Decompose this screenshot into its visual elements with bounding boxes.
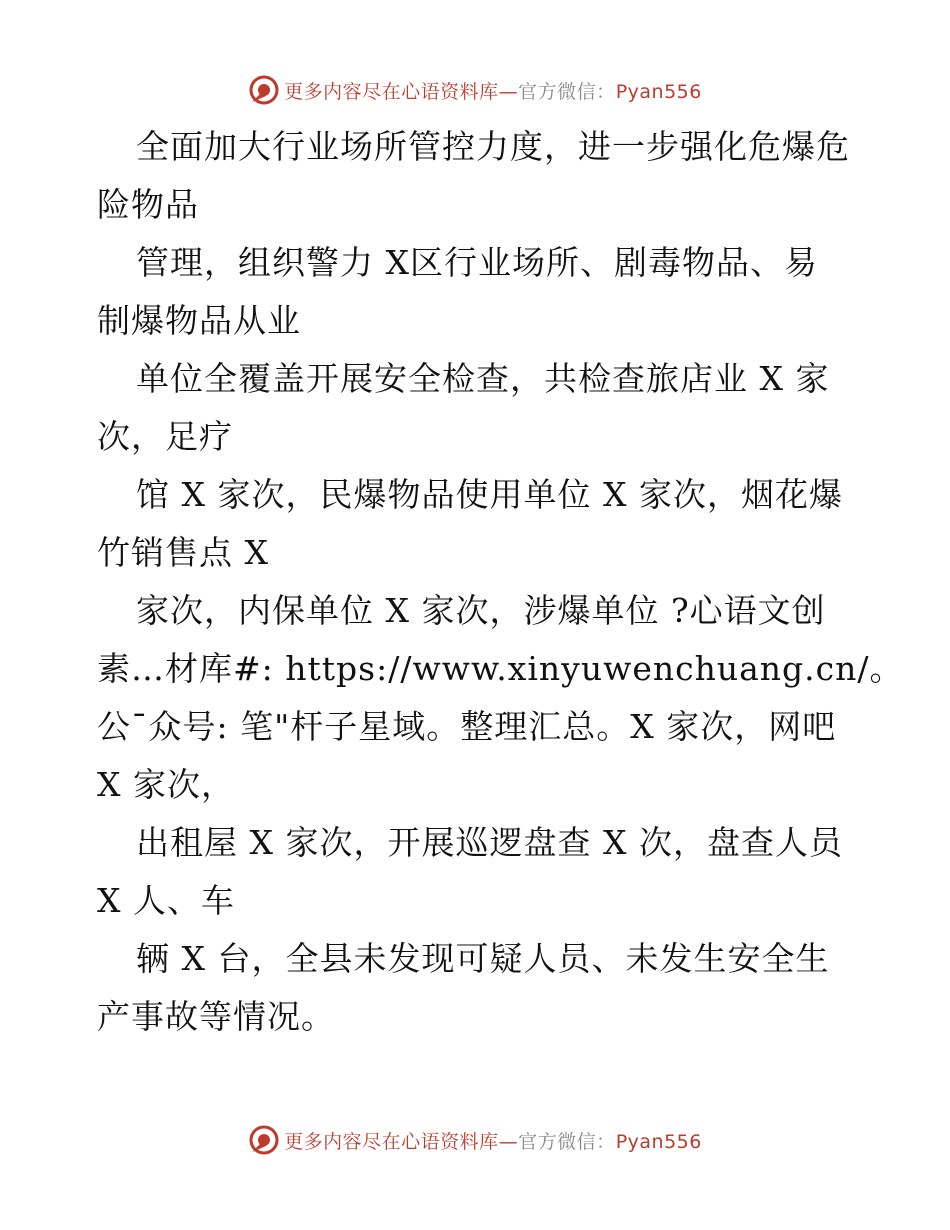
footer-wechat-id: Pyan556 [615,1130,702,1153]
footer-wechat-label: 官方微信： [518,1130,616,1153]
body-line: 出租屋 X 家次，开展巡逻盘查 X 次，盘查人员 [136,823,843,862]
body-line: 公¯众号: 笔"杆子星域。整理汇总。X 家次，网吧 [97,707,837,746]
body-line: 家次，内保单位 X 家次，涉爆单位 ?心语文创 [136,591,826,630]
footer-dash: — [498,1130,519,1153]
body-line: X 家次， [97,765,235,804]
body-line: 产事故等情况。 [97,997,335,1036]
body-line: 全面加大行业场所管控力度，进一步强化危爆危 [136,127,850,166]
header-wechat-label: 官方微信： [518,80,616,103]
header-prefix: 更多内容尽在心语资料库 [284,80,499,103]
body-line: 险物品 [97,185,199,224]
body-line: 次，足疗 [97,417,233,456]
body-line: 馆 X 家次，民爆物品使用单位 X 家次，烟花爆 [136,475,843,514]
header-text [284,77,702,104]
body-line: 制爆物品从业 [97,301,301,340]
pen-circle-logo-icon [248,1124,280,1156]
body-line: 竹销售点 X [97,533,269,572]
header-banner [0,70,950,110]
body-line: X 人、车 [97,881,235,920]
body-line: 辆 X 台，全县未发现可疑人员、未发生安全生 [136,939,830,978]
body-line: 单位全覆盖开展安全检查，共检查旅店业 X 家 [136,359,830,398]
footer-prefix: 更多内容尽在心语资料库 [284,1130,499,1153]
body-line: 管理，组织警力 X区行业场所、剧毒物品、易 [136,243,818,282]
header-wechat-id: Pyan556 [615,80,702,103]
document-body [97,118,904,1046]
body-line: 素…材库#: https://www.xinyuwenchuang.cn/。 [97,649,904,688]
header-dash: — [498,80,519,103]
footer-banner [0,1120,950,1160]
pen-circle-logo-icon [248,74,280,106]
footer-text [284,1127,702,1154]
